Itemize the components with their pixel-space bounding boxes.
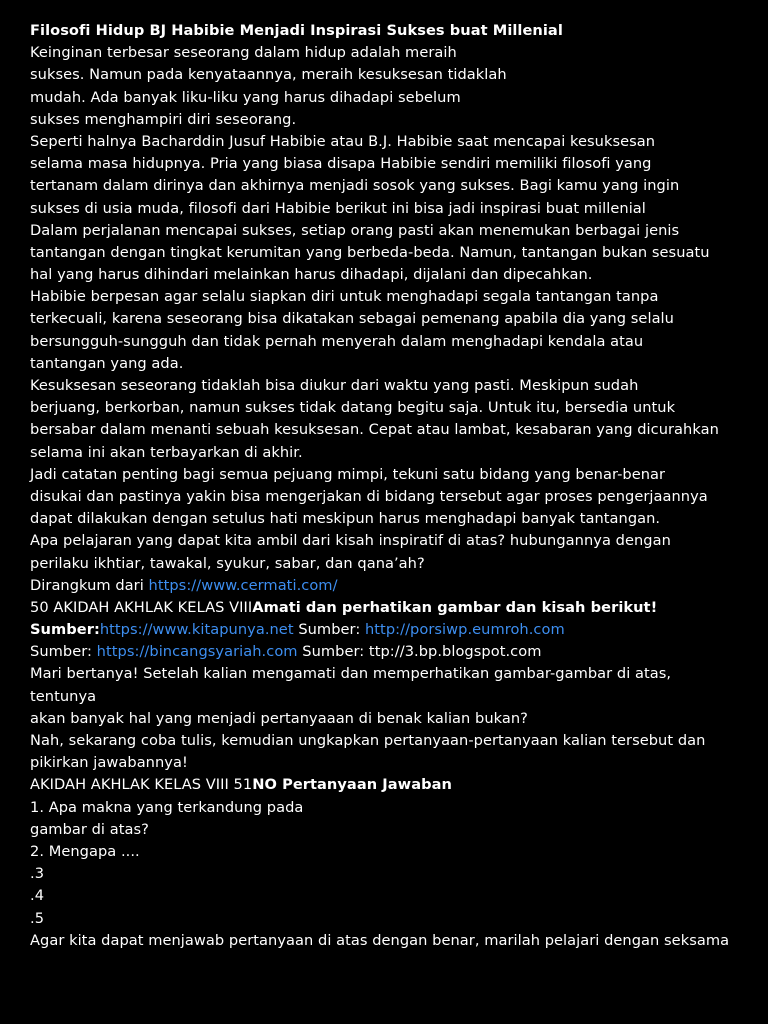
question-line: .3 bbox=[30, 865, 45, 883]
sumber-link-kitapunya[interactable]: https://www.kitapunya.net bbox=[99, 621, 294, 639]
sumber-label: Sumber: bbox=[30, 643, 97, 661]
paragraph-line: perilaku ikhtiar, tawakal, syukur, sabar, dan qana’ah? bbox=[30, 554, 425, 572]
paragraph-line: Nah, sekarang coba tulis, kemudian ungkapkan pertanyaan-pertanyaan kalian tersebut dan bbox=[30, 732, 706, 749]
sumber-label: Sumber: bbox=[30, 621, 100, 639]
paragraph-line: sukses. Namun pada kenyataannya, meraih kesuksesan tidaklah bbox=[30, 66, 507, 84]
paragraph-line: bersabar dalam menanti sebuah kesuksesan. Cepat atau lambat, kesabaran yang dicurahkan bbox=[30, 421, 719, 439]
paragraph-line: selama ini akan terbayarkan di akhir. bbox=[30, 443, 303, 461]
lesson-heading-line bbox=[30, 597, 758, 619]
paragraph-line: Seperti halnya Bacharddin Jusuf Habibie atau B.J. Habibie saat mencapai kesuksesan bbox=[30, 132, 656, 150]
sumber-line-1 bbox=[30, 619, 758, 641]
paragraph-line: tentunya bbox=[30, 687, 97, 705]
paragraph-line: disukai dan pastinya yakin bisa mengerjakan di bidang tersebut agar proses pengerjaannya bbox=[30, 487, 708, 505]
page-label: 50 AKIDAH AKHLAK KELAS VIII bbox=[30, 598, 253, 616]
document-body bbox=[30, 20, 758, 952]
lesson-heading: Amati dan perhatikan gambar dan kisah berikut! bbox=[252, 598, 658, 616]
sumber-link-eumroh[interactable]: http://porsiwp.eumroh.com bbox=[364, 621, 565, 639]
sumber-text: Sumber: ttp://3.bp.blogspot.com bbox=[297, 643, 542, 661]
paragraph-line: akan banyak hal yang menjadi pertanyaaan di benak kalian bukan? bbox=[30, 709, 528, 727]
paragraph-line: Dalam perjalanan mencapai sukses, setiap orang pasti akan menemukan berbagai jenis bbox=[30, 221, 680, 239]
paragraph-line: berjuang, berkorban, namun sukses tidak datang begitu saja. Untuk itu, bersedia untuk bbox=[30, 399, 676, 417]
source-prefix: Dirangkum dari bbox=[30, 576, 149, 594]
paragraph-line: hal yang harus dihindari melainkan harus dihadapi, dijalani dan dipecahkan. bbox=[30, 266, 593, 284]
paragraph-line: selama masa hidupnya. Pria yang biasa disapa Habibie sendiri memiliki filosofi yang bbox=[30, 155, 652, 173]
source-line bbox=[30, 575, 758, 597]
table-header: NO Pertanyaan Jawaban bbox=[252, 776, 452, 794]
paragraph-line: Apa pelajaran yang dapat kita ambil dari kisah inspiratif di atas? hubungannya dengan bbox=[30, 532, 671, 550]
article-title: Filosofi Hidup BJ Habibie Menjadi Inspirasi Sukses buat Millenial bbox=[30, 22, 563, 39]
table-header-line bbox=[30, 774, 758, 796]
paragraph-line: tertanam dalam dirinya dan akhirnya menjadi sosok yang sukses. Bagi kamu yang ingin bbox=[30, 177, 680, 195]
paragraph-line: Agar kita dapat menjawab pertanyaan di atas dengan benar, marilah pelajari dengan seksama bbox=[30, 931, 730, 949]
paragraph-line: tantangan dengan tingkat kerumitan yang berbeda-beda. Namun, tantangan bukan sesuatu bbox=[30, 243, 710, 261]
paragraph-line: dapat dilakukan dengan setulus hati meskipun harus menghadapi banyak tantangan. bbox=[30, 510, 661, 528]
paragraph-line: mudah. Ada banyak liku-liku yang harus dihadapi sebelum bbox=[30, 88, 461, 106]
paragraph-line: Jadi catatan penting bagi semua pejuang mimpi, tekuni satu bidang yang benar-benar bbox=[30, 465, 666, 483]
question-line: .5 bbox=[30, 909, 45, 927]
paragraph-line: Habibie berpesan agar selalu siapkan diri untuk menghadapi segala tantangan tanpa bbox=[30, 288, 659, 306]
paragraph-line: Mari bertanya! Setelah kalian mengamati dan memperhatikan gambar-gambar di atas, bbox=[30, 665, 672, 683]
paragraph-line: Kesuksesan seseorang tidaklah bisa diukur dari waktu yang pasti. Meskipun sudah bbox=[30, 377, 639, 394]
question-line: .4 bbox=[30, 887, 45, 905]
paragraph-line: bersungguh-sungguh dan tidak pernah menyerah dalam menghadapi kendala atau bbox=[30, 332, 644, 350]
paragraph-line: pikirkan jawabannya! bbox=[30, 754, 188, 772]
sumber-link-bincangsyariah[interactable]: https://bincangsyariah.com bbox=[96, 643, 298, 661]
question-line: 1. Apa makna yang terkandung pada bbox=[30, 798, 304, 816]
paragraph-line: sukses di usia muda, filosofi dari Habibie berikut ini bisa jadi inspirasi buat millenial bbox=[30, 199, 646, 217]
question-line: 2. Mengapa .... bbox=[30, 842, 140, 860]
sumber-line-2 bbox=[30, 641, 758, 663]
paragraph-line: terkecuali, karena seseorang bisa dikatakan sebagai pemenang apabila dia yang selalu bbox=[30, 310, 674, 328]
page-label: AKIDAH AKHLAK KELAS VIII 51 bbox=[30, 776, 253, 794]
question-line: gambar di atas? bbox=[30, 820, 149, 838]
paragraph-line: tantangan yang ada. bbox=[30, 354, 184, 372]
sumber-label: Sumber: bbox=[293, 621, 365, 639]
paragraph-line: Keinginan terbesar seseorang dalam hidup adalah meraih bbox=[30, 44, 457, 62]
source-link[interactable]: https://www.cermati.com/ bbox=[148, 576, 338, 594]
paragraph-line: sukses menghampiri diri seseorang. bbox=[30, 110, 297, 128]
